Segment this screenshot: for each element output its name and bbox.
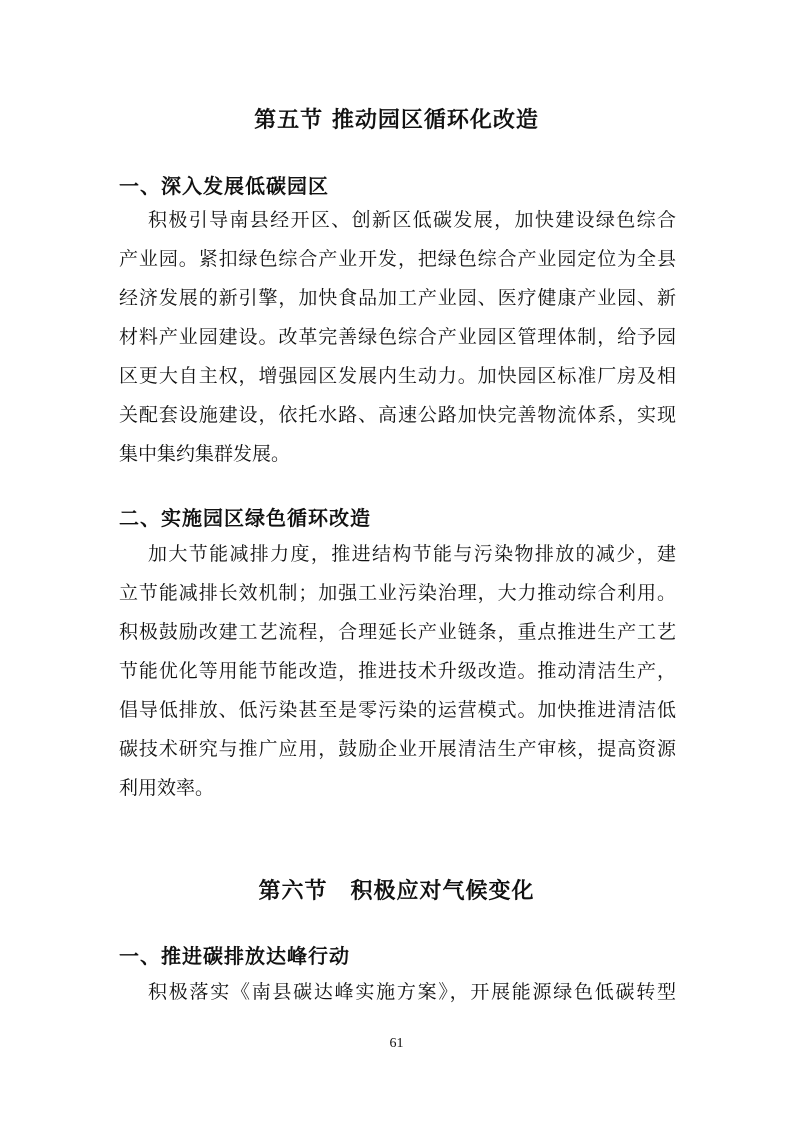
paragraph-line: 积极引导南县经开区、创新区低碳发展，加快建设绿色综合 bbox=[148, 209, 676, 231]
subsection-heading: 二、实施园区绿色循环改造 bbox=[119, 506, 371, 530]
paragraph-line: 倡导低排放、低污染甚至是零污染的运营模式。加快推进清洁低 bbox=[119, 699, 676, 721]
paragraph-line: 区更大自主权，增强园区发展内生动力。加快园区标准厂房及相 bbox=[119, 365, 676, 387]
subsection-heading: 一、推进碳排放达峰行动 bbox=[119, 944, 350, 968]
paragraph-line: 积极鼓励改建工艺流程，合理延长产业链条，重点推进生产工艺 bbox=[119, 621, 676, 643]
paragraph-line: 积极落实《南县碳达峰实施方案》，开展能源绿色低碳转型 bbox=[148, 981, 676, 1003]
paragraph bbox=[119, 201, 676, 474]
paragraph-line: 利用效率。 bbox=[119, 777, 215, 799]
section-title: 第六节 积极应对气候变化 bbox=[258, 879, 535, 904]
paragraph-line: 集中集约集群发展。 bbox=[119, 443, 291, 465]
subsection-heading: 一、深入发展低碳园区 bbox=[119, 174, 329, 198]
paragraph-line: 材料产业园建设。改革完善绿色综合产业园区管理体制，给予园 bbox=[119, 326, 676, 348]
page-number: 61 bbox=[389, 1036, 404, 1051]
paragraph-line: 节能优化等用能节能改造，推进技术升级改造。推动清洁生产， bbox=[119, 660, 676, 682]
paragraph-line: 关配套设施建设，依托水路、高速公路加快完善物流体系，实现 bbox=[119, 404, 676, 426]
paragraph-line: 产业园。紧扣绿色综合产业开发，把绿色综合产业园定位为全县 bbox=[119, 248, 676, 270]
section-title: 第五节 推动园区循环化改造 bbox=[254, 108, 539, 133]
paragraph-line: 经济发展的新引擎，加快食品加工产业园、医疗健康产业园、新 bbox=[119, 287, 676, 309]
paragraph bbox=[119, 973, 676, 1012]
paragraph-line: 碳技术研究与推广应用，鼓励企业开展清洁生产审核，提高资源 bbox=[119, 738, 676, 760]
paragraph bbox=[119, 535, 676, 808]
paragraph-line: 立节能减排长效机制；加强工业污染治理，大力推动综合利用。 bbox=[119, 582, 676, 604]
paragraph-line: 加大节能减排力度，推进结构节能与污染物排放的减少，建 bbox=[148, 543, 676, 565]
